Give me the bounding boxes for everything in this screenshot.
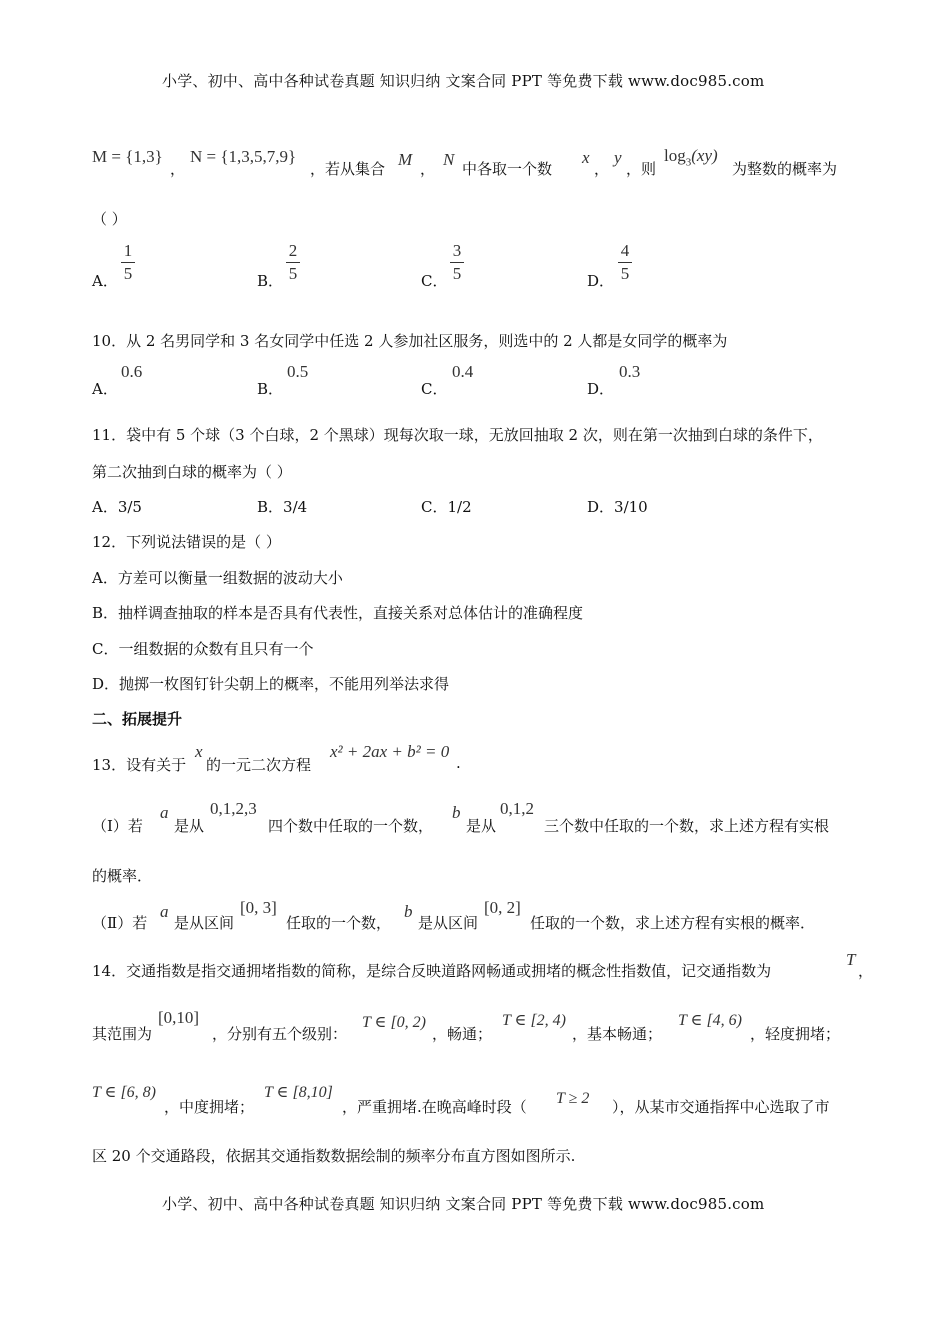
q13-part1-a: （Ⅰ）若	[92, 817, 143, 835]
q13-stem-c: .	[456, 754, 461, 772]
q13-part2-e: 任取的一个数，求上述方程有实根的概率．	[530, 914, 816, 932]
set-m: M = {1,3}	[92, 147, 163, 166]
section-heading: 二、拓展提升	[92, 710, 183, 728]
q14-line-4: 区 20 个交通路段，依据其交通指数数据绘制的频率分布直方图如图所示.	[92, 1147, 576, 1165]
q11-option-a: A．3/5	[92, 498, 142, 516]
q14-line-1-end: ，	[858, 962, 874, 980]
fraction-bar	[618, 262, 632, 263]
q13-set-a: 0,1,2,3	[210, 799, 257, 818]
fraction-bar	[286, 262, 300, 263]
fraction-numerator: 3	[452, 241, 462, 260]
q13-interval-b: [0, 2]	[484, 898, 521, 917]
q9-option-c-label: C．	[421, 272, 448, 290]
q9-option-a-label: A．	[92, 272, 118, 290]
q9-text-2: ，若从集合	[310, 160, 386, 178]
fraction-denominator: 5	[452, 264, 462, 283]
q10-option-c-label: C．	[421, 380, 448, 398]
var-m: M	[398, 150, 413, 169]
page-header: 小学、初中、高中各种试卷真题 知识归纳 文案合同 PPT 等免费下载 www.doc985.com	[162, 72, 765, 90]
q14-level-1: T ∈ [0, 2)	[362, 1014, 427, 1031]
fraction-denominator: 5	[123, 264, 133, 283]
var-x: x	[195, 742, 203, 761]
q9-text-4: ，则	[626, 160, 657, 178]
q14-level-5: T ∈ [8,10]	[264, 1084, 333, 1101]
q13-equation: x² + 2ax + b² = 0	[330, 742, 450, 761]
q14-line-2-d: ，基本畅通；	[572, 1025, 663, 1043]
q9-comma-2: ，	[594, 160, 610, 178]
q14-line-2-e: ，轻度拥堵；	[750, 1025, 841, 1043]
q9-text-1: ，	[170, 160, 186, 178]
q14-condition: T ≥ 2	[556, 1090, 590, 1107]
q13-interval-a: [0, 3]	[240, 898, 277, 917]
page-footer: 小学、初中、高中各种试卷真题 知识归纳 文案合同 PPT 等免费下载 www.doc985.com	[162, 1195, 765, 1213]
q11-line-1: 11．袋中有 5 个球（3 个白球，2 个黑球）现每次取一球，无放回抽取 2 次，则在第一次抽到白球的条件下，	[92, 426, 823, 444]
log-expression	[664, 146, 718, 168]
q9-option-b-fraction	[286, 241, 300, 284]
q13-stem-a: 13．设有关于	[92, 756, 187, 774]
q11-option-c: C．1/2	[421, 498, 472, 516]
q10-option-d-value: 0.3	[619, 362, 641, 381]
q9-text-5: 为整数的概率为	[732, 160, 838, 178]
q14-level-4: T ∈ [6, 8)	[92, 1084, 157, 1101]
q10-option-a-label: A．	[92, 380, 118, 398]
q10-option-d-label: D．	[587, 380, 615, 398]
q12-option-a: A．方差可以衡量一组数据的波动大小	[92, 569, 343, 587]
fraction-numerator: 2	[288, 241, 298, 260]
q11-line-2: 第二次抽到白球的概率为（ ）	[92, 463, 292, 481]
q9-paren: （ ）	[92, 210, 127, 228]
q14-line-3-b: ，严重拥堵.在晚高峰时段（	[342, 1098, 527, 1116]
q14-range: [0,10]	[158, 1008, 200, 1027]
q14-line-3-c: ），从某市交通指挥中心选取了市	[612, 1098, 830, 1116]
q13-part2-d: 是从区间	[418, 914, 479, 932]
q13-part2-b: 是从区间	[174, 914, 235, 932]
fraction-bar	[121, 262, 135, 263]
fraction-numerator: 1	[123, 241, 133, 260]
log-base: 3	[685, 156, 692, 169]
q11-option-b: B．3/4	[257, 498, 308, 516]
var-t: T	[846, 950, 856, 969]
var-a: a	[160, 803, 169, 822]
q13-part2-a: （Ⅱ）若	[92, 914, 148, 932]
fraction-denominator: 5	[620, 264, 630, 283]
q11-option-d: D．3/10	[587, 498, 648, 516]
q10-stem: 10．从 2 名男同学和 3 名女同学中任选 2 人参加社区服务，则选中的 2 人都是女同学的概率为	[92, 332, 728, 350]
q9-option-d-label: D．	[587, 272, 615, 290]
q10-option-b-label: B．	[257, 380, 284, 398]
q10-option-a-value: 0.6	[121, 362, 143, 381]
q14-line-2-b: ，分别有五个级别：	[212, 1025, 348, 1043]
q14-line-2-c: ，畅通；	[432, 1025, 493, 1043]
set-n: N = {1,3,5,7,9}	[190, 147, 297, 166]
fraction-denominator: 5	[288, 264, 298, 283]
var-b: b	[452, 803, 461, 822]
q14-level-2: T ∈ [2, 4)	[502, 1012, 567, 1029]
var-b: b	[404, 902, 413, 921]
q10-option-b-value: 0.5	[287, 362, 309, 381]
q14-line-2-a: 其范围为	[92, 1025, 153, 1043]
q9-text-3: 中各取一个数	[462, 160, 553, 178]
log-word: log	[664, 146, 686, 165]
q13-part1-e: 三个数中任取的一个数，求上述方程有实根	[544, 817, 830, 835]
q9-option-a-fraction	[121, 241, 135, 284]
q10-option-c-value: 0.4	[452, 362, 474, 381]
var-y: y	[614, 148, 622, 167]
q13-part1-f: 的概率．	[92, 867, 153, 885]
q12-option-d: D．抛掷一枚图钉针尖朝上的概率，不能用列举法求得	[92, 675, 450, 693]
fraction-numerator: 4	[620, 241, 630, 260]
log-argument: (xy)	[691, 146, 718, 165]
var-x: x	[582, 148, 590, 167]
q13-part1-c: 四个数中任取的一个数，	[268, 817, 434, 835]
q13-set-b: 0,1,2	[500, 799, 534, 818]
var-a: a	[160, 902, 169, 921]
q14-line-1: 14．交通指数是指交通拥堵指数的简称，是综合反映道路网畅通或拥堵的概念性指数值，记交通指数为	[92, 962, 772, 980]
q12-option-c: C．一组数据的众数有且只有一个	[92, 640, 314, 658]
q13-part1-d: 是从	[466, 817, 497, 835]
q13-part1-b: 是从	[174, 817, 205, 835]
q12-stem: 12．下列说法错误的是（ ）	[92, 533, 281, 551]
q14-line-3-a: ，中度拥堵；	[164, 1098, 255, 1116]
fraction-bar	[450, 262, 464, 263]
q9-comma: ，	[420, 160, 436, 178]
q14-level-3: T ∈ [4, 6)	[678, 1012, 743, 1029]
q12-option-b: B．抽样调查抽取的样本是否具有代表性，直接关系对总体估计的准确程度	[92, 604, 584, 622]
q13-stem-b: 的一元二次方程	[206, 756, 312, 774]
q9-option-c-fraction	[450, 241, 464, 284]
q9-option-d-fraction	[618, 241, 632, 284]
var-n: N	[443, 150, 455, 169]
q9-option-b-label: B．	[257, 272, 284, 290]
q13-part2-c: 任取的一个数，	[286, 914, 392, 932]
